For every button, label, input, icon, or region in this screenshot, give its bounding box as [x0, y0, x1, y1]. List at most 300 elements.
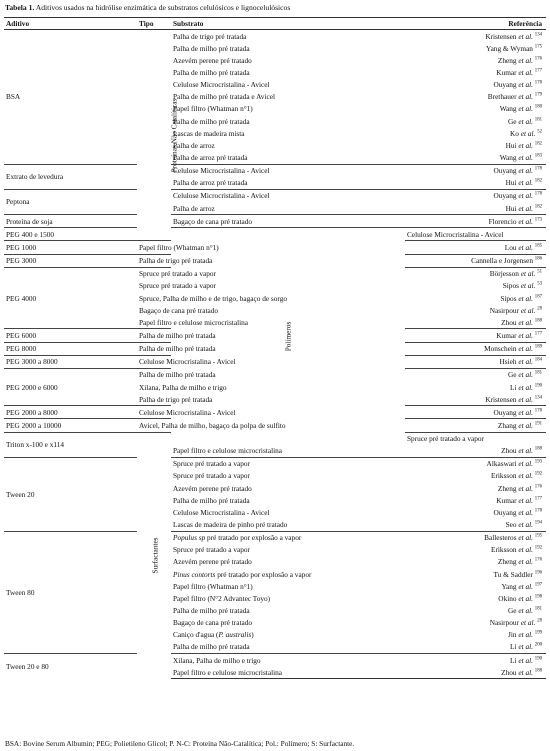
table-caption: [5, 3, 290, 13]
ref-author: Li: [510, 382, 517, 392]
ref-author: Yang & Wyman: [486, 43, 533, 53]
substrato-cell: [171, 42, 405, 54]
substrato-cell: [171, 457, 405, 470]
ref-et-al: et al.: [518, 471, 533, 481]
ref-number: 134: [534, 395, 542, 401]
substrato-text: Papel filtro e celulose microcristalina: [173, 446, 283, 456]
ref-author: Hui: [505, 203, 517, 213]
substrato-text: ): [251, 630, 254, 640]
ref-number: 197: [534, 582, 542, 588]
ref-et-al: et al.: [518, 655, 533, 665]
aditivo-cell: PEG 1000: [4, 241, 137, 254]
substrato-text: Avicel, Palha de milho, bagaço da polpa de sulfito: [139, 420, 286, 430]
table-row: [4, 654, 546, 667]
substrato-cell: [171, 215, 405, 228]
substrato-text: Papel filtro (Whatman n°1): [139, 242, 219, 252]
ref-number: 178: [534, 80, 542, 86]
substrato-italic: Pinus contorts: [173, 569, 216, 579]
ref-number: 186: [534, 256, 542, 262]
substrato-cell: [171, 470, 405, 482]
ref-et-al: et al.: [518, 55, 533, 65]
caption-text: Aditivos usados na hidrólise enzimática de substratos celulósicos e lignocelulósicos: [34, 3, 291, 12]
ref-author: Hui: [505, 178, 517, 188]
substrato-cell: [171, 139, 405, 151]
substrato-cell: [171, 617, 405, 629]
ref-et-al: et al.: [518, 370, 533, 380]
ref-et-al: et al.: [520, 281, 536, 291]
ref-author: Lou: [504, 242, 517, 252]
ref-number: 178: [534, 166, 542, 172]
substrato-text: Palha de milho pré tratada: [139, 344, 216, 354]
ref-et-al: et al.: [518, 80, 533, 90]
ref-number: 191: [534, 421, 542, 427]
ref-number: 189: [534, 344, 542, 350]
referencia-cell: [405, 202, 546, 215]
ref-et-al: et al.: [518, 606, 533, 616]
ref-number: 53: [537, 281, 542, 287]
substrato-cell: [137, 342, 216, 355]
ref-et-al: et al.: [520, 618, 536, 628]
referencia-cell: [405, 494, 546, 506]
referencia-cell: [405, 470, 546, 482]
ref-et-al: et al.: [518, 317, 533, 327]
referencia-cell: [405, 641, 546, 654]
ref-author: Tu & Saddler: [493, 569, 533, 579]
referencia-cell: [405, 304, 546, 316]
substrato-text: Palha de arroz: [173, 140, 215, 150]
referencia-cell: [405, 267, 546, 280]
referencia-cell: [405, 544, 546, 556]
ref-author: Zhou: [501, 446, 517, 456]
ref-et-al: et al.: [518, 483, 533, 493]
caption-label: Tabela 1.: [5, 3, 35, 12]
ref-et-al: et al.: [518, 533, 533, 543]
table-row: [4, 189, 546, 202]
ref-number: 199: [534, 630, 542, 636]
substrato-cell: [171, 115, 405, 127]
referencia-cell: [405, 406, 546, 419]
referencia-cell: [405, 164, 546, 177]
substrato-cell: [171, 91, 405, 103]
substrato-text: Palha de arroz pré tratada: [173, 152, 248, 162]
referencia-cell: [405, 151, 546, 164]
referencia-cell: [405, 30, 546, 43]
substrato-cell: [171, 494, 405, 506]
table-row: [4, 164, 546, 177]
ref-number: 185: [534, 243, 542, 249]
substrato-text: Bagaço de cana pré tratado: [173, 618, 253, 628]
ref-author: Sipos: [500, 293, 517, 303]
ref-et-al: et al.: [518, 203, 533, 213]
substrato-text: Palha de milho pré tratada: [173, 116, 250, 126]
ref-et-al: et al.: [520, 305, 536, 315]
ref-number: 192: [534, 545, 542, 551]
ref-author: Hui: [505, 140, 517, 150]
table-body: [4, 30, 546, 679]
ref-author: Eriksson: [491, 471, 517, 481]
referencia-cell: [405, 329, 546, 342]
substrato-text: Palha de milho pré tratada: [173, 43, 250, 53]
referencia-cell: [405, 139, 546, 151]
substrato-text: Spruce, Palha de milho e de trigo, bagaço de sorgo: [139, 293, 287, 303]
header-tipo: Tipo: [137, 18, 171, 30]
substrato-cell: [405, 432, 546, 445]
ref-author: Yang: [501, 581, 517, 591]
referencia-cell: [405, 518, 546, 531]
substrato-text: Azevém perene pré tratado: [173, 557, 252, 567]
aditivo-cell: Peptona: [4, 189, 137, 214]
referencia-cell: [405, 531, 546, 544]
referencia-cell: [405, 66, 546, 78]
substrato-cell: [137, 406, 236, 419]
substrato-text: Celulose Microcristalina - Avicel: [173, 80, 270, 90]
ref-author: Wang: [499, 152, 517, 162]
referencia-cell: [405, 654, 546, 667]
substrato-cell: [137, 419, 286, 432]
substrato-cell: [137, 316, 249, 329]
substrato-text: Xilana, Palha de milho e trigo: [139, 382, 227, 392]
substrato-text: Xilana, Palha de milho e trigo: [173, 655, 261, 665]
ref-author: Monschein: [484, 344, 517, 354]
ref-number: 28: [537, 618, 542, 624]
substrato-cell: [171, 604, 405, 616]
substrato-text: Spruce pré tratado a vapor: [139, 281, 216, 291]
ref-author: Cannella e Jorgensen: [471, 256, 533, 266]
substrato-text: Caniço d'agua (: [173, 630, 219, 640]
ref-number: 181: [534, 117, 542, 123]
ref-et-al: et al.: [518, 667, 533, 677]
referencia-cell: [405, 254, 546, 267]
aditivo-cell: PEG 8000: [4, 342, 137, 355]
ref-et-al: et al.: [518, 581, 533, 591]
substrato-text: Palha de milho pré tratada: [173, 495, 250, 505]
ref-number: 175: [534, 44, 542, 50]
ref-number: 188: [534, 446, 542, 452]
ref-author: Ge: [508, 116, 517, 126]
ref-number: 194: [534, 520, 542, 526]
ref-number: 173: [534, 217, 542, 223]
substrato-cell: [171, 445, 405, 458]
substrato-cell: [137, 355, 236, 368]
substrato-text: Bagaço de cana pré tratado: [139, 305, 219, 315]
ref-author: Hsieh: [499, 357, 517, 367]
referencia-cell: [405, 419, 546, 432]
ref-author: Kumar: [496, 67, 517, 77]
tipo-label: Proteínas Não Catalíticas: [169, 98, 179, 173]
ref-et-al: et al.: [518, 382, 533, 392]
aditivo-cell: PEG 6000: [4, 329, 137, 342]
substrato-cell: [137, 280, 216, 292]
substrato-text: Palha de trigo pré tratada: [139, 256, 213, 266]
referencia-cell: [405, 556, 546, 568]
ref-et-al: et al.: [518, 191, 533, 201]
substrato-cell: [137, 292, 287, 304]
substrato-cell: [171, 54, 405, 66]
tipo-cell: [137, 30, 179, 241]
referencia-cell: [405, 292, 546, 304]
substrato-cell: [137, 304, 219, 316]
substrato-cell: [137, 329, 216, 342]
table-row: [4, 531, 546, 544]
ref-et-al: et al.: [518, 495, 533, 505]
ref-et-al: et al.: [518, 166, 533, 176]
table-row: [4, 228, 546, 241]
ref-number: 183: [534, 153, 542, 159]
substrato-cell: [137, 241, 219, 254]
ref-et-al: et al.: [518, 630, 533, 640]
ref-et-al: et al.: [518, 293, 533, 303]
substrato-cell: [171, 666, 405, 679]
referencia-cell: [405, 79, 546, 91]
ref-number: 178: [534, 191, 542, 197]
referencia-cell: [405, 457, 546, 470]
ref-et-al: et al.: [518, 67, 533, 77]
ref-number: 188: [534, 668, 542, 674]
ref-author: Eriksson: [491, 545, 517, 555]
ref-author: Li: [510, 642, 517, 652]
ref-et-al: et al.: [518, 446, 533, 456]
substrato-cell: [171, 30, 405, 43]
aditivo-cell: PEG 2000 a 10000: [4, 419, 137, 432]
ref-author: Zhou: [501, 667, 517, 677]
substrato-text: Palha de arroz pré tratada: [173, 178, 248, 188]
ref-number: 182: [534, 178, 542, 184]
additives-table: [4, 17, 546, 679]
ref-number: 176: [534, 558, 542, 564]
ref-et-al: et al.: [518, 557, 533, 567]
ref-author: Kristensen: [485, 31, 517, 41]
aditivo-cell: PEG 3000: [4, 254, 137, 267]
substrato-text: Palha de milho pré tratada: [173, 67, 250, 77]
referencia-cell: [405, 115, 546, 127]
ref-author: Ge: [508, 606, 517, 616]
ref-number: 193: [534, 459, 542, 465]
referencia-cell: [405, 368, 546, 381]
ref-number: 180: [534, 104, 542, 110]
referencia-cell: [405, 355, 546, 368]
ref-author: Kumar: [496, 495, 517, 505]
ref-et-al: et al.: [518, 330, 533, 340]
referencia-cell: [405, 177, 546, 190]
ref-et-al: et al.: [518, 593, 533, 603]
header-aditivo: Aditivo: [4, 18, 137, 30]
referencia-cell: [405, 604, 546, 616]
referencia-cell: [405, 189, 546, 202]
aditivo-cell: Triton x-100 e x114: [4, 432, 137, 457]
substrato-cell: [171, 568, 405, 580]
referencia-cell: [405, 54, 546, 66]
ref-author: Brethauer: [487, 92, 517, 102]
referencia-cell: [405, 617, 546, 629]
ref-author: Jin: [508, 630, 517, 640]
ref-author: Alkaswari: [486, 459, 517, 469]
substrato-cell: [171, 580, 405, 592]
table-footnote: BSA: Bovine Serum Albumin; PEG; Polietileno Glicol; P. N-C: Proteína Não-Catalítica; Pol.: Polímero; S: Surfactante.: [5, 739, 355, 748]
ref-author: Zheng: [497, 55, 517, 65]
ref-author: Kumar: [496, 330, 517, 340]
ref-number: 52: [537, 129, 542, 135]
ref-et-al: et al.: [518, 520, 533, 530]
substrato-text: Palha de milho pré tratada: [139, 370, 216, 380]
substrato-text: Papel filtro e celulose microcristalina: [139, 317, 249, 327]
referencia-cell: [405, 393, 546, 406]
referencia-cell: [405, 666, 546, 679]
substrato-text: Lascas de madeira de pinho pré tratado: [173, 520, 288, 530]
referencia-cell: [405, 241, 546, 254]
ref-et-al: et al.: [518, 104, 533, 114]
substrato-text: Bagaço de cana pré tratado: [173, 216, 253, 226]
ref-et-al: et al.: [518, 642, 533, 652]
ref-et-al: et al.: [518, 116, 533, 126]
substrato-text: Papel filtro (N°2 Advantec Toyo): [173, 593, 271, 603]
ref-author: Ouyang: [493, 407, 517, 417]
substrato-text: Palha de arroz: [173, 203, 215, 213]
substrato-cell: [171, 556, 405, 568]
aditivo-cell: Extrato de levedura: [4, 164, 137, 189]
substrato-text: Spruce pré tratado a vapor: [173, 459, 250, 469]
substrato-cell: [171, 518, 405, 531]
substrato-cell: [171, 103, 405, 115]
substrato-text: Palha de milho pré tratada: [173, 606, 250, 616]
ref-author: Zheng: [497, 557, 517, 567]
tipo-cell: [137, 432, 171, 679]
substrato-cell: [171, 592, 405, 604]
referencia-cell: [405, 316, 546, 329]
referencia-cell: [405, 629, 546, 641]
substrato-text: Papel filtro (Whatman n°1): [173, 581, 253, 591]
substrato-cell: [171, 629, 405, 641]
substrato-italic: Populus sp: [173, 533, 206, 543]
substrato-cell: [171, 127, 405, 139]
ref-et-al: et al.: [518, 407, 533, 417]
ref-et-al: et al.: [518, 344, 533, 354]
ref-author: Sipos: [502, 281, 519, 291]
substrato-cell: [171, 151, 405, 164]
aditivo-cell: PEG 2000 e 6000: [4, 368, 137, 405]
substrato-text: Spruce pré tratado a vapor: [407, 434, 484, 444]
substrato-text: Celulose Microcristalina - Avicel: [173, 191, 270, 201]
ref-author: Ouyang: [493, 507, 517, 517]
substrato-text: Celulose Microcristalina - Avicel: [407, 229, 504, 239]
substrato-text: Celulose Microcristalina - Avicel: [139, 357, 236, 367]
ref-author: Ouyang: [493, 80, 517, 90]
substrato-text: pré tratado por explosão a vapor: [215, 569, 312, 579]
referencia-cell: [405, 592, 546, 604]
ref-et-al: et al.: [518, 242, 533, 252]
ref-number: 134: [534, 32, 542, 38]
ref-number: 200: [534, 643, 542, 649]
header-substrato: Substrato: [171, 18, 405, 30]
ref-number: 198: [534, 594, 542, 600]
table-row: [4, 215, 546, 228]
ref-author: Zhang: [497, 420, 517, 430]
substrato-text: Spruce pré tratado a vapor: [173, 471, 250, 481]
substrato-text: Celulose Microcristalina - Avicel: [173, 166, 270, 176]
substrato-cell: [171, 202, 405, 215]
aditivo-cell: Tween 20 e 80: [4, 654, 137, 679]
table-row: [4, 30, 546, 43]
substrato-text: Spruce pré tratado a vapor: [173, 545, 250, 555]
ref-author: Ballesteros: [484, 533, 517, 543]
ref-number: 51: [537, 269, 542, 275]
table-header-row: [4, 18, 546, 30]
ref-number: 28: [537, 306, 542, 312]
ref-et-al: et al.: [518, 357, 533, 367]
referencia-cell: [405, 127, 546, 139]
ref-et-al: et al.: [518, 459, 533, 469]
ref-et-al: et al.: [518, 420, 533, 430]
substrato-cell: [171, 164, 405, 177]
ref-number: 196: [534, 570, 542, 576]
ref-number: 187: [534, 294, 542, 300]
ref-et-al: et al.: [518, 140, 533, 150]
referencia-cell: [405, 42, 546, 54]
ref-et-al: et al.: [518, 394, 533, 404]
ref-author: Ouyang: [493, 166, 517, 176]
substrato-cell: [171, 177, 405, 190]
substrato-cell: [137, 254, 213, 267]
ref-author: Börjesson: [489, 269, 519, 279]
ref-author: Ko: [510, 128, 519, 138]
ref-et-al: et al.: [518, 178, 533, 188]
substrato-text: Azevém perene pré tratado: [173, 55, 252, 65]
ref-number: 177: [534, 496, 542, 502]
ref-number: 176: [534, 56, 542, 62]
ref-et-al: et al.: [518, 92, 533, 102]
ref-et-al: et al.: [518, 507, 533, 517]
ref-number: 192: [534, 472, 542, 478]
ref-number: 181: [534, 606, 542, 612]
ref-author: Ge: [508, 370, 517, 380]
ref-author: Nasirpour: [489, 305, 519, 315]
referencia-cell: [405, 580, 546, 592]
aditivo-cell: Tween 20: [4, 457, 137, 531]
referencia-cell: [405, 280, 546, 292]
substrato-cell: [171, 482, 405, 494]
substrato-text: Azevém perene pré tratado: [173, 483, 252, 493]
referencia-cell: [405, 381, 546, 393]
referencia-cell: [405, 506, 546, 518]
ref-author: Wang: [499, 104, 517, 114]
aditivo-cell: BSA: [4, 30, 137, 165]
ref-number: 190: [534, 383, 542, 389]
referencia-cell: [405, 445, 546, 458]
substrato-text: Papel filtro (Whatman n°1): [173, 104, 253, 114]
ref-number: 184: [534, 357, 542, 363]
aditivo-cell: PEG 4000: [4, 267, 137, 329]
ref-author: Zheng: [497, 483, 517, 493]
ref-et-al: et al.: [518, 216, 533, 226]
substrato-text: Celulose Microcristalina - Avicel: [139, 407, 236, 417]
referencia-cell: [405, 482, 546, 494]
ref-author: Florencio: [488, 216, 517, 226]
ref-number: 178: [534, 408, 542, 414]
ref-number: 182: [534, 204, 542, 210]
substrato-text: Palha de milho pré tratada: [139, 330, 216, 340]
aditivo-cell: Proteína de soja: [4, 215, 137, 228]
ref-author: Nasirpour: [489, 618, 519, 628]
referencia-cell: [405, 215, 546, 228]
substrato-text: pré tratado por explosão a vapor: [205, 533, 302, 543]
substrato-cell: [137, 381, 227, 393]
substrato-cell: [171, 654, 405, 667]
referencia-cell: [405, 568, 546, 580]
referencia-cell: [405, 103, 546, 115]
substrato-cell: [137, 393, 213, 406]
ref-et-al: et al.: [518, 31, 533, 41]
substrato-cell: [171, 641, 405, 654]
ref-author: Okino: [498, 593, 517, 603]
